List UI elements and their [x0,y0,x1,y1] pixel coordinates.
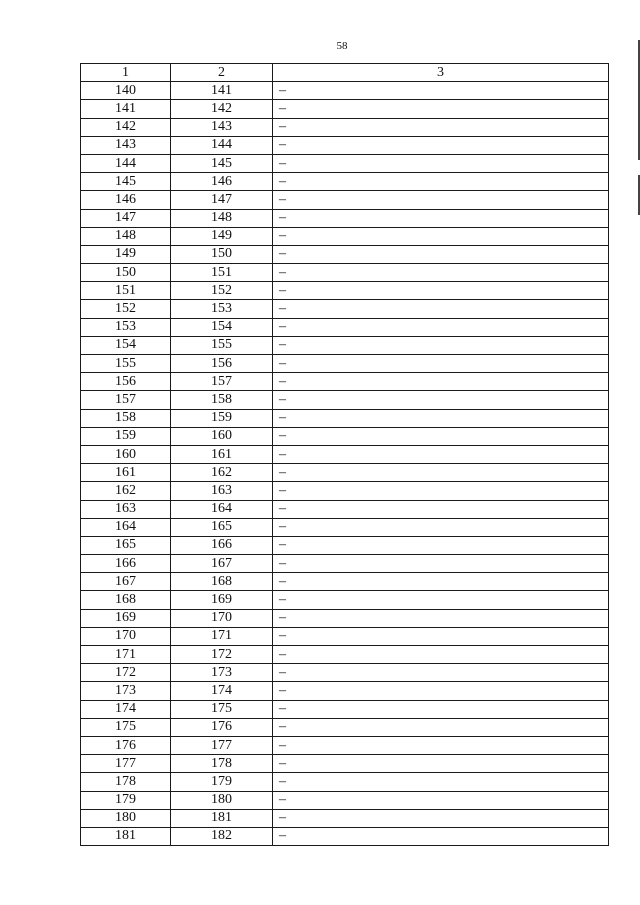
cell-col-2: 175 [171,700,273,718]
cell-col-1: 162 [81,482,171,500]
table-row [81,464,609,482]
cell-col-1: 159 [81,427,171,445]
table-row [81,536,609,554]
table-row [81,445,609,463]
table-row [81,773,609,791]
cell-col-3: – [273,154,609,172]
cell-col-1: 152 [81,300,171,318]
cell-col-1: 176 [81,736,171,754]
cell-col-2: 167 [171,555,273,573]
cell-col-2: 155 [171,336,273,354]
cell-col-3: – [273,100,609,118]
cell-col-2: 142 [171,100,273,118]
table-row [81,209,609,227]
table-row [81,827,609,845]
table-row [81,264,609,282]
cell-col-2: 144 [171,136,273,154]
table-row [81,809,609,827]
cell-col-3: – [273,118,609,136]
cell-col-3: – [273,209,609,227]
cell-col-3: – [273,646,609,664]
cell-col-3: – [273,700,609,718]
cell-col-3: – [273,300,609,318]
cell-col-1: 180 [81,809,171,827]
column-header-1: 1 [81,64,171,82]
table-row [81,518,609,536]
table-row [81,700,609,718]
cell-col-2: 179 [171,773,273,791]
cell-col-2: 151 [171,264,273,282]
table-row [81,591,609,609]
cell-col-1: 166 [81,555,171,573]
cell-col-1: 179 [81,791,171,809]
cell-col-1: 171 [81,646,171,664]
table-row [81,627,609,645]
cell-col-1: 160 [81,445,171,463]
cell-col-2: 154 [171,318,273,336]
cell-col-2: 171 [171,627,273,645]
cell-col-1: 163 [81,500,171,518]
cell-col-1: 164 [81,518,171,536]
table-row [81,373,609,391]
cell-col-1: 147 [81,209,171,227]
cell-col-2: 174 [171,682,273,700]
table-row [81,682,609,700]
cell-col-2: 165 [171,518,273,536]
cell-col-2: 158 [171,391,273,409]
cell-col-3: – [273,518,609,536]
table-row [81,173,609,191]
cell-col-3: – [273,82,609,100]
cell-col-3: – [273,173,609,191]
cell-col-2: 170 [171,609,273,627]
cell-col-2: 160 [171,427,273,445]
cell-col-1: 153 [81,318,171,336]
cell-col-1: 157 [81,391,171,409]
cell-col-2: 164 [171,500,273,518]
cell-col-2: 168 [171,573,273,591]
cell-col-2: 152 [171,282,273,300]
cell-col-3: – [273,718,609,736]
cell-col-3: – [273,427,609,445]
cell-col-1: 158 [81,409,171,427]
cell-col-1: 146 [81,191,171,209]
cell-col-2: 147 [171,191,273,209]
cell-col-1: 144 [81,154,171,172]
cell-col-1: 173 [81,682,171,700]
cell-col-2: 177 [171,736,273,754]
cell-col-1: 167 [81,573,171,591]
cell-col-2: 145 [171,154,273,172]
cell-col-3: – [273,391,609,409]
cell-col-2: 169 [171,591,273,609]
table-row [81,391,609,409]
cell-col-1: 172 [81,664,171,682]
cell-col-1: 154 [81,336,171,354]
table-row [81,791,609,809]
cell-col-1: 156 [81,373,171,391]
cell-col-3: – [273,282,609,300]
cell-col-3: – [273,336,609,354]
cell-col-3: – [273,573,609,591]
cell-col-2: 161 [171,445,273,463]
cell-col-3: – [273,227,609,245]
cell-col-2: 178 [171,755,273,773]
table-row [81,718,609,736]
cell-col-1: 150 [81,264,171,282]
table-row [81,318,609,336]
column-header-2: 2 [171,64,273,82]
cell-col-1: 175 [81,718,171,736]
table-row [81,191,609,209]
cell-col-3: – [273,482,609,500]
table-header-row [81,64,609,82]
cell-col-3: – [273,318,609,336]
table-row [81,336,609,354]
cell-col-3: – [273,736,609,754]
cell-col-1: 145 [81,173,171,191]
cell-col-3: – [273,136,609,154]
cell-col-1: 161 [81,464,171,482]
cell-col-2: 150 [171,245,273,263]
column-header-3: 3 [273,64,609,82]
table-row [81,736,609,754]
cell-col-1: 142 [81,118,171,136]
cell-col-3: – [273,264,609,282]
table-row [81,300,609,318]
cell-col-2: 163 [171,482,273,500]
cell-col-2: 181 [171,809,273,827]
table-row [81,646,609,664]
cell-col-2: 176 [171,718,273,736]
table-row [81,245,609,263]
cell-col-1: 177 [81,755,171,773]
cell-col-3: – [273,409,609,427]
cell-col-2: 182 [171,827,273,845]
cell-col-1: 168 [81,591,171,609]
cell-col-1: 181 [81,827,171,845]
table-row [81,154,609,172]
cell-col-1: 148 [81,227,171,245]
cell-col-3: – [273,500,609,518]
cell-col-3: – [273,664,609,682]
cell-col-2: 173 [171,664,273,682]
table-row [81,555,609,573]
table-row [81,82,609,100]
cell-col-2: 166 [171,536,273,554]
cell-col-1: 151 [81,282,171,300]
cell-col-3: – [273,245,609,263]
cell-col-1: 143 [81,136,171,154]
cell-col-3: – [273,355,609,373]
cell-col-3: – [273,609,609,627]
cell-col-3: – [273,555,609,573]
table-row [81,100,609,118]
cell-col-1: 178 [81,773,171,791]
data-table [80,63,609,846]
cell-col-2: 180 [171,791,273,809]
table-row [81,427,609,445]
table-row [81,355,609,373]
cell-col-2: 162 [171,464,273,482]
table-row [81,482,609,500]
cell-col-3: – [273,827,609,845]
cell-col-2: 153 [171,300,273,318]
cell-col-2: 172 [171,646,273,664]
cell-col-1: 140 [81,82,171,100]
cell-col-3: – [273,373,609,391]
cell-col-3: – [273,809,609,827]
cell-col-1: 165 [81,536,171,554]
cell-col-1: 170 [81,627,171,645]
cell-col-1: 155 [81,355,171,373]
cell-col-2: 159 [171,409,273,427]
cell-col-2: 141 [171,82,273,100]
cell-col-3: – [273,791,609,809]
table-row [81,573,609,591]
table-row [81,755,609,773]
cell-col-3: – [273,591,609,609]
cell-col-3: – [273,627,609,645]
table-row [81,136,609,154]
cell-col-1: 174 [81,700,171,718]
cell-col-2: 149 [171,227,273,245]
cell-col-2: 157 [171,373,273,391]
table-row [81,500,609,518]
cell-col-2: 146 [171,173,273,191]
table-row [81,664,609,682]
cell-col-2: 148 [171,209,273,227]
table-row [81,282,609,300]
cell-col-3: – [273,445,609,463]
table-row [81,609,609,627]
cell-col-3: – [273,536,609,554]
cell-col-1: 141 [81,100,171,118]
page-number: 58 [336,40,348,52]
cell-col-2: 156 [171,355,273,373]
cell-col-3: – [273,682,609,700]
table-row [81,118,609,136]
cell-col-3: – [273,191,609,209]
cell-col-2: 143 [171,118,273,136]
table-body [81,82,609,846]
cell-col-3: – [273,464,609,482]
cell-col-3: – [273,773,609,791]
cell-col-1: 169 [81,609,171,627]
table-row [81,227,609,245]
table-row [81,409,609,427]
cell-col-1: 149 [81,245,171,263]
cell-col-3: – [273,755,609,773]
